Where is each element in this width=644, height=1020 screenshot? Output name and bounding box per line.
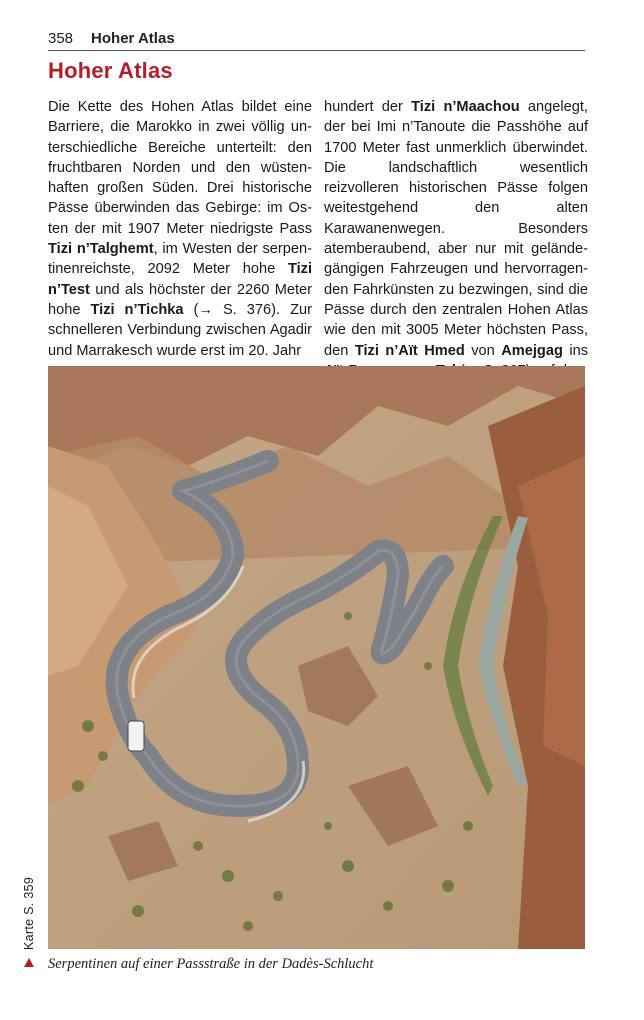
photo-caption: Serpentinen auf einer Passstraße in der Dadès-Schlucht <box>48 956 374 972</box>
running-title: Hoher Atlas <box>91 30 175 47</box>
photo-illustration <box>48 366 585 949</box>
running-head <box>48 30 585 51</box>
text-run: hundert der <box>324 99 412 115</box>
paragraph-right <box>324 97 588 381</box>
paragraph-left <box>48 97 312 361</box>
text-run: (→ S. 376). Zur schnelleren Verbindung zwischen Agadir und Marrakesch wurde erst im 20. Jahr <box>48 301 312 359</box>
chapter-title: Hoher Atlas <box>48 58 173 83</box>
text-run: von <box>464 342 502 359</box>
text-run: ins <box>562 342 588 359</box>
text-run: angelegt, der bei Imi n’Tanoute die Passhöhe auf 1700 Meter fast unmerklich überwindet. Die landschaftlich wesentlich reizvolleren historischen Pässe folgen weitestgehend den alten Karawanenwegen. Besonders atemberaubend, aber nur mit geländegängigen Fahrzeugen und hervorragenden Fahrkünsten zu bezwingen, sind die Pässe durch den zentralen Hohen Atlas wie den mit 3005 Meter höchsten Pass, den <box>324 99 588 359</box>
text-run: und als höchster der 2260 Meter hohe <box>48 281 312 318</box>
text-column-left <box>48 97 312 361</box>
serpentine-road-photo <box>48 366 585 949</box>
map-reference: Karte S. 359 <box>22 876 36 950</box>
pass-name-ait-hmed: Tizi n’Aït Hmed <box>354 342 465 359</box>
page-number: 358 <box>48 30 74 47</box>
text-run: , im Westen der serpentinenreichste, 2092 Meter hohe <box>48 241 312 278</box>
pass-name-maachou: Tizi n’Maachou <box>411 99 520 115</box>
pass-name-test: Tizi n’Test <box>48 261 312 298</box>
pass-name-talghemt: Tizi n’Talghemt <box>48 241 154 258</box>
text-column-right <box>324 97 588 381</box>
text-run: Die Kette des Hohen Atlas bildet eine Barriere, die Marokko in zwei völlig unterschiedliche Bereiche unterteilt: den fruchtbaren Norden und den wüstenhaften großen Süden. Drei historische Pässe überwinden das Gebirge: im Osten der mit 1907 Meter niedrigste Pass <box>48 99 312 237</box>
pass-name-tichka: Tizi n’Tichka <box>90 301 184 318</box>
place-name-amejgag: Amejgag <box>501 342 563 359</box>
red-arrow-icon <box>24 958 34 967</box>
